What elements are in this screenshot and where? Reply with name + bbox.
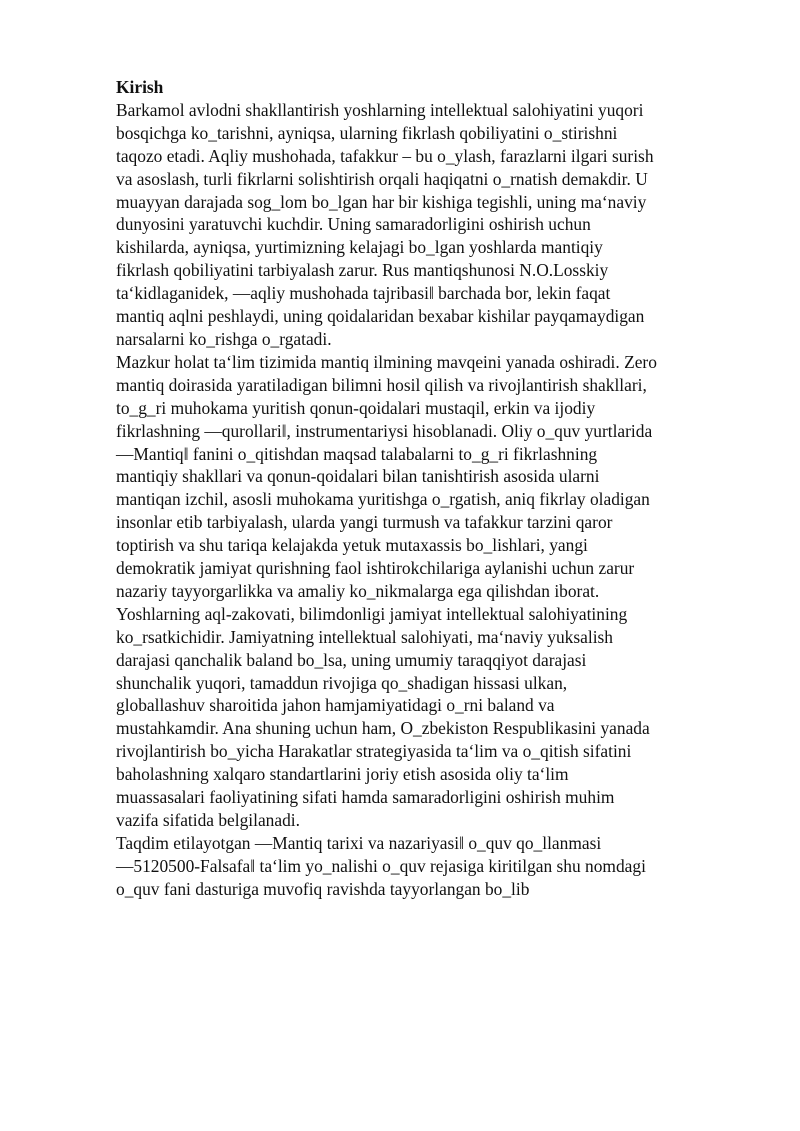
text-line: insonlar etib tarbiyalash, ularda yangi turmush va tafakkur tarzini qaror <box>116 512 613 533</box>
text-line: muassasalari faoliyatining sifati hamda samaradorligini oshirish muhim <box>116 787 615 808</box>
text-line: fikrlash qobiliyatini tarbiyalash zarur. Rus mantiqshunosi N.O.Losskiy <box>116 260 609 281</box>
text-line: ―Mantiq‖ fanini o_qitishdan maqsad talabalarni to_g_ri fikrlashning <box>116 443 598 464</box>
text-line: kishilarda, ayniqsa, yurtimizning kelajagi bo_lgan yoshlarda mantiqiy <box>116 237 603 258</box>
text-line: demokratik jamiyat qurishning faol ishtirokchilariga aylanishi uchun zarur <box>116 558 635 579</box>
text-line: o_quv fani dasturiga muvofiq ravishda tayyorlangan bo_lib <box>116 878 530 899</box>
text-line: mantiqiy shakllari va qonun-qoidalari bilan tanishtirish asosida ularni <box>116 466 600 487</box>
text-line: fikrlashning ―qurollari‖, instrumentariysi hisoblanadi. Oliy o_quv yurtlarida <box>116 420 653 441</box>
document-body <box>116 99 746 901</box>
text-line: darajasi qanchalik baland bo_lsa, uning umumiy taraqqiyot darajasi <box>116 649 587 670</box>
text-line: taqozo etadi. Aqliy mushohada, tafakkur – bu o_ylash, farazlarni ilgari surish <box>116 145 654 166</box>
text-line: nazariy tayyorgarlikka va amaliy ko_nikmalarga ega qilishdan iborat. <box>116 580 600 601</box>
text-line: Mazkur holat ta‘lim tizimida mantiq ilmining mavqeini yanada oshiradi. Zero <box>116 351 657 372</box>
text-line: mantiqan izchil, asosli muhokama yuritishga o_rgatish, aniq fikrlay oladigan <box>116 489 650 510</box>
text-line: ta‘kidlaganidek, ―aqliy mushohada tajribasi‖ barchada bor, lekin faqat <box>116 283 611 304</box>
paragraph <box>116 351 746 603</box>
text-line: va asoslash, turli fikrlarni solishtirish orqali haqiqatni o_rnatish demakdir. U <box>116 168 648 189</box>
text-line: mantiq doirasida yaratiladigan bilimni hosil qilish va rivojlantirish shakllari, <box>116 374 647 395</box>
text-line: baholashning xalqaro standartlarini joriy etish asosida oliy ta‘lim <box>116 764 569 785</box>
text-line: vazifa sifatida belgilanadi. <box>116 810 300 830</box>
text-line: muayyan darajada sog_lom bo_lgan har bir kishiga tegishli, uning ma‘naviy <box>116 191 647 212</box>
text-line: ko_rsatkichidir. Jamiyatning intellektual salohiyati, ma‘naviy yuksalish <box>116 626 613 647</box>
paragraph <box>116 832 746 901</box>
text-line: narsalarni ko_rishga o_rgatadi. <box>116 328 332 349</box>
paragraph <box>116 603 746 832</box>
text-line: ―5120500-Falsafa‖ ta‘lim yo_nalishi o_quv rejasiga kiritilgan shu nomdagi <box>116 855 646 876</box>
text-line: bosqichga ko_tarishni, ayniqsa, ularning fikrlash qobiliyatini o_stirishni <box>116 122 618 143</box>
text-line: to_g_ri muhokama yuritish qonun-qoidalari mustaqil, erkin va ijodiy <box>116 397 596 418</box>
text-line: rivojlantirish bo_yicha Harakatlar strategiyasida ta‘lim va o_qitish sifatini <box>116 741 632 762</box>
paragraph <box>116 99 746 351</box>
text-line: mantiq aqlni peshlaydi, uning qoidalaridan bexabar kishilar payqamaydigan <box>116 306 645 327</box>
text-line: Taqdim etilayotgan ―Mantiq tarixi va nazariyasi‖ o_quv qo_llanmasi <box>116 832 602 853</box>
text-line: shunchalik yuqori, tamaddun rivojiga qo_shadigan hissasi ulkan, <box>116 672 568 693</box>
text-line: mustahkamdir. Ana shuning uchun ham, O_zbekiston Respublikasini yanada <box>116 718 650 739</box>
text-line: globallashuv sharoitida jahon hamjamiyatidagi o_rni baland va <box>116 695 555 716</box>
text-line: Yoshlarning aql-zakovati, bilimdonligi jamiyat intellektual salohiyatining <box>116 603 628 624</box>
text-line: Barkamol avlodni shakllantirish yoshlarning intellektual salohiyatini yuqori <box>116 99 644 120</box>
document-page <box>116 76 746 901</box>
text-line: toptirish va shu tariqa kelajakda yetuk mutaxassis bo_lishlari, yangi <box>116 535 588 556</box>
section-heading: Kirish <box>116 77 164 97</box>
text-line: dunyosini yaratuvchi kuchdir. Uning samaradorligini oshirish uchun <box>116 214 591 235</box>
